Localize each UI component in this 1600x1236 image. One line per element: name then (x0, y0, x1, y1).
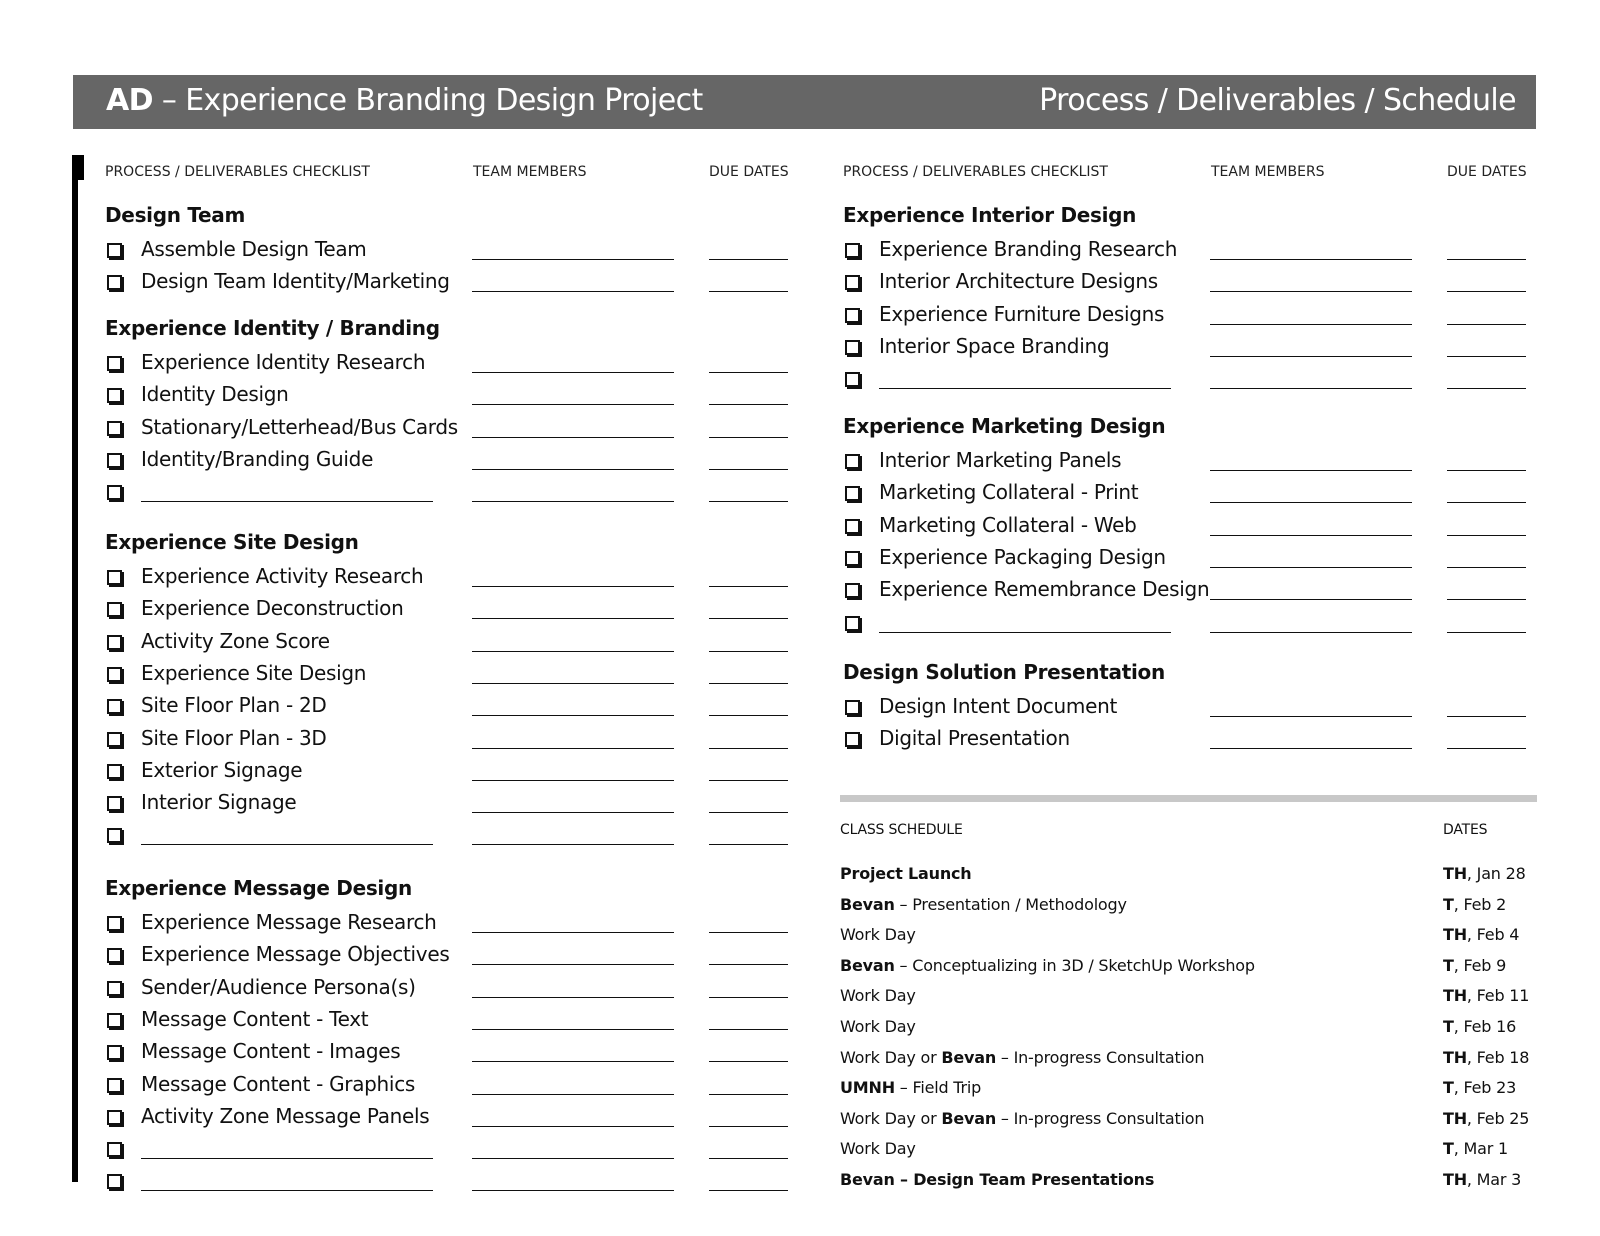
date-text: , Feb 23 (1453, 1078, 1517, 1097)
team-member-line[interactable] (472, 372, 674, 373)
event-text: – Field Trip (894, 1078, 982, 1097)
item-label: Activity Zone Score (141, 629, 330, 653)
schedule-event (840, 1139, 916, 1158)
checkbox[interactable] (845, 583, 860, 598)
due-date-line[interactable] (709, 1094, 788, 1095)
day-abbrev: TH (1443, 925, 1467, 944)
item-label: Site Floor Plan - 2D (141, 693, 327, 717)
checkbox[interactable] (107, 602, 122, 617)
checkbox[interactable] (845, 732, 860, 747)
team-member-line[interactable] (472, 618, 674, 619)
page-subtitle: Process / Deliverables / Schedule (1039, 83, 1516, 118)
item-label: Identity/Branding Guide (141, 447, 374, 471)
checkbox[interactable] (845, 243, 860, 258)
event-text: – In-progress Consultation (996, 1048, 1205, 1067)
schedule-date (1443, 1048, 1529, 1067)
blank-item-line[interactable] (879, 388, 1171, 389)
schedule-event (840, 1170, 1154, 1189)
section-title: Design Solution Presentation (843, 660, 1165, 684)
item-label: Assemble Design Team (141, 237, 367, 261)
day-abbrev: T (1443, 956, 1454, 975)
due-date-line[interactable] (709, 291, 788, 292)
item-label: Site Floor Plan - 3D (141, 726, 327, 750)
schedule-date (1443, 956, 1506, 975)
schedule-event (840, 864, 972, 883)
schedule-event (840, 925, 916, 944)
checkbox[interactable] (107, 828, 122, 843)
team-member-line[interactable] (472, 291, 674, 292)
day-abbrev: T (1443, 1078, 1454, 1097)
checkbox[interactable] (107, 635, 122, 650)
team-member-line[interactable] (1210, 291, 1412, 292)
schedule-date (1443, 895, 1506, 914)
checkbox[interactable] (107, 667, 122, 682)
date-text: , Mar 1 (1453, 1139, 1508, 1158)
event-text: Project Launch (840, 864, 972, 883)
item-label: Interior Space Branding (879, 334, 1110, 358)
team-member-line[interactable] (1210, 388, 1412, 389)
date-text: , Feb 16 (1453, 1017, 1517, 1036)
right-team-header: TEAM MEMBERS (1211, 164, 1325, 180)
due-date-line[interactable] (709, 1061, 788, 1062)
due-date-line[interactable] (709, 748, 788, 749)
item-label: Interior Architecture Designs (879, 269, 1158, 293)
blank-item-line[interactable] (141, 844, 433, 845)
left-checklist-header: PROCESS / DELIVERABLES CHECKLIST (105, 164, 370, 180)
event-text: Bevan (941, 1048, 997, 1067)
checkbox[interactable] (107, 570, 122, 585)
due-date-line[interactable] (709, 372, 788, 373)
team-member-line[interactable] (1210, 502, 1412, 503)
team-member-line[interactable] (472, 469, 674, 470)
item-label: Experience Remembrance Design (879, 577, 1210, 601)
checkbox[interactable] (107, 916, 122, 931)
team-member-line[interactable] (472, 812, 674, 813)
event-text: Work Day (840, 986, 916, 1005)
item-label: Identity Design (141, 382, 289, 406)
team-member-line[interactable] (1210, 356, 1412, 357)
item-label: Sender/Audience Persona(s) (141, 975, 416, 999)
team-member-line[interactable] (472, 404, 674, 405)
due-date-line[interactable] (709, 844, 788, 845)
checkbox[interactable] (845, 454, 860, 469)
day-abbrev: TH (1443, 1109, 1467, 1128)
team-member-line[interactable] (472, 780, 674, 781)
due-date-line[interactable] (709, 1190, 788, 1191)
checkbox[interactable] (107, 948, 122, 963)
checkbox[interactable] (845, 700, 860, 715)
due-date-line[interactable] (709, 469, 788, 470)
day-abbrev: T (1443, 1139, 1454, 1158)
checkbox[interactable] (107, 243, 122, 258)
day-abbrev: TH (1443, 986, 1467, 1005)
event-text: – Presentation / Methodology (894, 895, 1127, 914)
event-text: Work Day (840, 1139, 916, 1158)
checkbox[interactable] (107, 796, 122, 811)
schedule-date (1443, 925, 1519, 944)
due-date-line[interactable] (709, 932, 788, 933)
sidebar-rule (72, 180, 78, 1182)
section-title: Experience Identity / Branding (105, 316, 440, 340)
section-title: Experience Site Design (105, 530, 359, 554)
schedule-date (1443, 1017, 1516, 1036)
item-label: Marketing Collateral - Print (879, 480, 1139, 504)
team-member-line[interactable] (1210, 748, 1412, 749)
item-label: Exterior Signage (141, 758, 303, 782)
checkbox[interactable] (107, 485, 122, 500)
section-divider (840, 795, 1537, 802)
date-text: , Feb 18 (1466, 1048, 1530, 1067)
event-text: Work Day or (840, 1048, 942, 1067)
item-label: Message Content - Images (141, 1039, 401, 1063)
event-text: Work Day or (840, 1109, 942, 1128)
checkbox[interactable] (107, 1174, 122, 1189)
section-title: Experience Message Design (105, 876, 412, 900)
item-label: Experience Furniture Designs (879, 302, 1165, 326)
due-date-line[interactable] (709, 259, 788, 260)
event-text: – Conceptualizing in 3D / SketchUp Workshop (894, 956, 1255, 975)
checkbox[interactable] (107, 1013, 122, 1028)
event-text: – In-progress Consultation (996, 1109, 1205, 1128)
event-text: Work Day (840, 1017, 916, 1036)
due-date-line[interactable] (709, 812, 788, 813)
day-abbrev: TH (1443, 1170, 1467, 1189)
item-label: Marketing Collateral - Web (879, 513, 1137, 537)
section-title: Experience Marketing Design (843, 414, 1166, 438)
item-label: Design Team Identity/Marketing (141, 269, 450, 293)
team-member-line[interactable] (472, 683, 674, 684)
team-member-line[interactable] (472, 437, 674, 438)
due-date-line[interactable] (1447, 567, 1526, 568)
team-member-line[interactable] (472, 997, 674, 998)
right-due-header: DUE DATES (1447, 164, 1527, 180)
schedule-date (1443, 1170, 1521, 1189)
due-date-line[interactable] (1447, 535, 1526, 536)
course-code: AD (106, 83, 153, 118)
due-date-line[interactable] (709, 780, 788, 781)
schedule-header: CLASS SCHEDULE (840, 822, 963, 838)
due-date-line[interactable] (709, 715, 788, 716)
checkbox[interactable] (107, 699, 122, 714)
team-member-line[interactable] (472, 1061, 674, 1062)
due-date-line[interactable] (709, 1029, 788, 1030)
page-title (106, 83, 703, 118)
item-label: Experience Message Objectives (141, 942, 450, 966)
team-member-line[interactable] (1210, 567, 1412, 568)
left-team-header: TEAM MEMBERS (473, 164, 587, 180)
checkbox[interactable] (845, 551, 860, 566)
due-date-line[interactable] (709, 437, 788, 438)
due-date-line[interactable] (1447, 470, 1526, 471)
due-date-line[interactable] (709, 501, 788, 502)
item-label: Activity Zone Message Panels (141, 1104, 430, 1128)
event-text: Bevan (840, 956, 895, 975)
team-member-line[interactable] (1210, 535, 1412, 536)
date-text: , Mar 3 (1466, 1170, 1522, 1189)
day-abbrev: TH (1443, 1048, 1467, 1067)
item-label: Interior Marketing Panels (879, 448, 1122, 472)
schedule-event (840, 1109, 1204, 1128)
team-member-line[interactable] (472, 259, 674, 260)
team-member-line[interactable] (1210, 470, 1412, 471)
team-member-line[interactable] (472, 501, 674, 502)
checkbox[interactable] (845, 275, 860, 290)
due-date-line[interactable] (1447, 632, 1526, 633)
due-date-line[interactable] (709, 404, 788, 405)
event-text: Bevan (941, 1109, 997, 1128)
due-date-line[interactable] (709, 1126, 788, 1127)
checkbox[interactable] (107, 1078, 122, 1093)
item-label: Experience Identity Research (141, 350, 426, 374)
due-date-line[interactable] (709, 586, 788, 587)
schedule-event (840, 1078, 981, 1097)
schedule-date (1443, 864, 1526, 883)
checkbox[interactable] (107, 388, 122, 403)
team-member-line[interactable] (472, 1190, 674, 1191)
team-member-line[interactable] (472, 715, 674, 716)
schedule-date (1443, 986, 1529, 1005)
team-member-line[interactable] (472, 1094, 674, 1095)
checkbox[interactable] (845, 486, 860, 501)
checkbox[interactable] (107, 1142, 122, 1157)
item-label: Design Intent Document (879, 694, 1118, 718)
left-due-header: DUE DATES (709, 164, 789, 180)
project-title: – Experience Branding Design Project (152, 83, 703, 118)
event-text: Bevan – Design Team Presentations (840, 1170, 1155, 1189)
event-text: Work Day (840, 925, 916, 944)
blank-item-line[interactable] (141, 501, 433, 502)
date-text: , Feb 9 (1453, 956, 1507, 975)
checkbox[interactable] (845, 616, 860, 631)
right-checklist-header: PROCESS / DELIVERABLES CHECKLIST (843, 164, 1108, 180)
checkbox[interactable] (845, 308, 860, 323)
header-banner (73, 75, 1536, 129)
team-member-line[interactable] (472, 748, 674, 749)
team-member-line[interactable] (472, 1029, 674, 1030)
date-text: , Feb 25 (1466, 1109, 1530, 1128)
day-abbrev: T (1443, 1017, 1454, 1036)
checkbox[interactable] (107, 356, 122, 371)
item-label: Experience Activity Research (141, 564, 424, 588)
checkbox[interactable] (845, 340, 860, 355)
due-date-line[interactable] (1447, 388, 1526, 389)
schedule-date (1443, 1109, 1529, 1128)
checkbox[interactable] (107, 421, 122, 436)
due-date-line[interactable] (1447, 716, 1526, 717)
due-date-line[interactable] (1447, 259, 1526, 260)
team-member-line[interactable] (1210, 324, 1412, 325)
schedule-event (840, 895, 1127, 914)
item-label: Experience Packaging Design (879, 545, 1166, 569)
schedule-date (1443, 1139, 1508, 1158)
due-date-line[interactable] (709, 651, 788, 652)
section-title: Design Team (105, 203, 246, 227)
due-date-line[interactable] (709, 1158, 788, 1159)
schedule-event (840, 1048, 1204, 1067)
item-label: Message Content - Text (141, 1007, 369, 1031)
checkbox[interactable] (107, 981, 122, 996)
due-date-line[interactable] (1447, 356, 1526, 357)
schedule-dates-header: DATES (1443, 822, 1488, 838)
item-label: Message Content - Graphics (141, 1072, 416, 1096)
checkbox[interactable] (107, 1110, 122, 1125)
day-abbrev: T (1443, 895, 1454, 914)
item-label: Interior Signage (141, 790, 297, 814)
date-text: , Feb 4 (1466, 925, 1520, 944)
team-member-line[interactable] (472, 844, 674, 845)
checkbox[interactable] (107, 275, 122, 290)
due-date-line[interactable] (1447, 599, 1526, 600)
team-member-line[interactable] (472, 651, 674, 652)
checkbox[interactable] (107, 453, 122, 468)
date-text: , Feb 11 (1466, 986, 1530, 1005)
section-title: Experience Interior Design (843, 203, 1137, 227)
checkbox[interactable] (107, 1045, 122, 1060)
team-member-line[interactable] (1210, 599, 1412, 600)
team-member-line[interactable] (472, 1158, 674, 1159)
due-date-line[interactable] (1447, 748, 1526, 749)
team-member-line[interactable] (472, 932, 674, 933)
team-member-line[interactable] (1210, 632, 1412, 633)
item-label: Experience Deconstruction (141, 596, 404, 620)
blank-item-line[interactable] (879, 632, 1171, 633)
team-member-line[interactable] (472, 1126, 674, 1127)
item-label: Digital Presentation (879, 726, 1070, 750)
date-text: , Feb 2 (1453, 895, 1507, 914)
due-date-line[interactable] (709, 683, 788, 684)
event-text: Bevan (840, 895, 895, 914)
checkbox[interactable] (107, 732, 122, 747)
checkbox[interactable] (107, 764, 122, 779)
team-member-line[interactable] (472, 586, 674, 587)
team-member-line[interactable] (472, 964, 674, 965)
due-date-line[interactable] (709, 997, 788, 998)
item-label: Stationary/Letterhead/Bus Cards (141, 415, 458, 439)
item-label: Experience Site Design (141, 661, 367, 685)
item-label: Experience Branding Research (879, 237, 1178, 261)
schedule-date (1443, 1078, 1516, 1097)
checkbox[interactable] (845, 519, 860, 534)
team-member-line[interactable] (1210, 716, 1412, 717)
due-date-line[interactable] (709, 964, 788, 965)
item-label: Experience Message Research (141, 910, 437, 934)
blank-item-line[interactable] (141, 1190, 433, 1191)
schedule-event (840, 986, 916, 1005)
team-member-line[interactable] (1210, 259, 1412, 260)
date-text: , Jan 28 (1466, 864, 1526, 883)
due-date-line[interactable] (709, 618, 788, 619)
day-abbrev: TH (1443, 864, 1467, 883)
blank-item-line[interactable] (141, 1158, 433, 1159)
sidebar-marker (72, 155, 84, 180)
due-date-line[interactable] (1447, 324, 1526, 325)
schedule-event (840, 956, 1255, 975)
event-text: UMNH (840, 1078, 895, 1097)
checkbox[interactable] (845, 372, 860, 387)
schedule-event (840, 1017, 916, 1036)
due-date-line[interactable] (1447, 291, 1526, 292)
due-date-line[interactable] (1447, 502, 1526, 503)
